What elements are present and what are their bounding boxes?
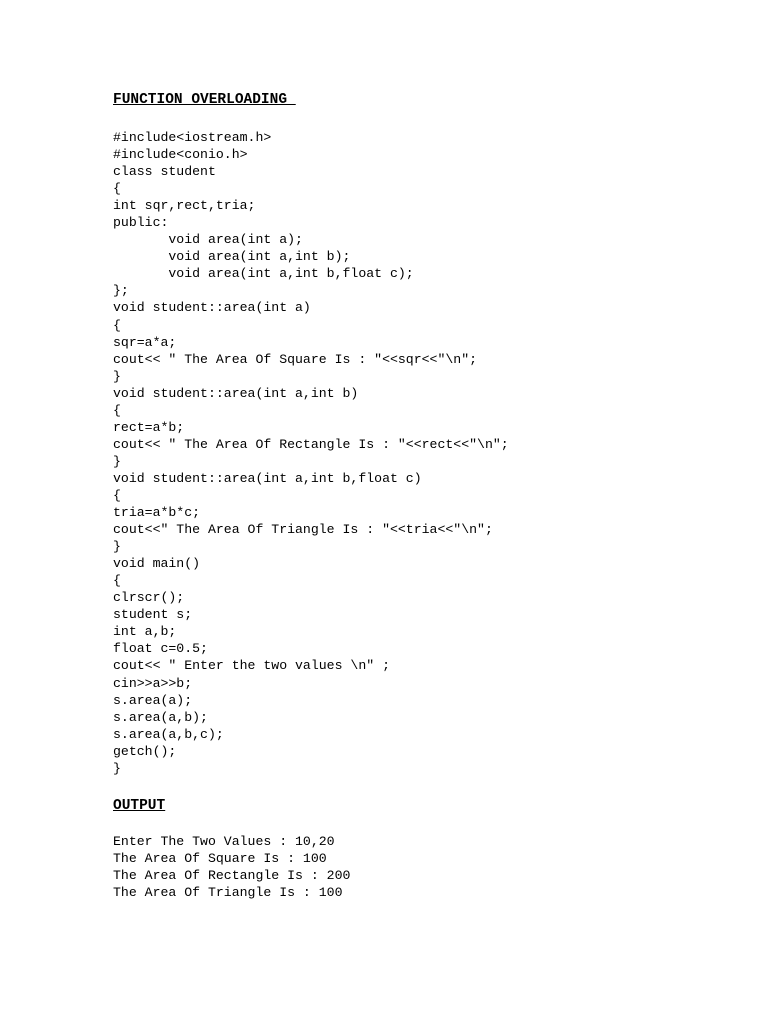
code-line: cout<< " The Area Of Rectangle Is : "<<rect<<"\n"; [113,436,509,452]
code-line: #include<conio.h> [113,147,248,163]
code-line: rect=a*b; [113,419,185,435]
code-line: class student [113,164,216,180]
code-line: sqr=a*a; [113,334,177,350]
code-line: { [113,487,121,503]
output-line: The Area Of Rectangle Is : 200 [113,867,351,883]
code-line: cin>>a>>b; [113,675,193,691]
output-title: OUTPUT [113,797,166,814]
code-line: int a,b; [113,624,177,640]
code-line: getch(); [113,743,177,759]
output-line: The Area Of Square Is : 100 [113,850,327,866]
code-line: cout<<" The Area Of Triangle Is : "<<tria<<"\n"; [113,522,493,538]
code-line: { [113,181,121,197]
code-line: float c=0.5; [113,641,208,657]
code-line: void student::area(int a,int b,float c) [113,470,422,486]
code-line: int sqr,rect,tria; [113,198,256,214]
output-line: The Area Of Triangle Is : 100 [113,884,343,900]
code-line: void student::area(int a,int b) [113,385,359,401]
code-line: public: [113,215,169,231]
code-line: } [113,760,121,776]
code-line: student s; [113,607,193,623]
code-line: void area(int a,int b,float c); [113,266,414,282]
code-line: tria=a*b*c; [113,505,201,521]
document-page [113,90,733,901]
code-line: void main() [113,556,201,572]
code-line: s.area(a); [113,692,193,708]
code-line: #include<iostream.h> [113,130,272,145]
code-line: { [113,402,121,418]
code-line: s.area(a,b); [113,709,208,725]
output-line: Enter The Two Values : 10,20 [113,833,335,849]
code-line: cout<< " The Area Of Square Is : "<<sqr<<"\n"; [113,351,478,367]
code-line: } [113,539,121,555]
output-listing [113,833,733,901]
code-line: { [113,317,121,333]
code-listing [113,129,733,777]
code-line: clrscr(); [113,590,185,606]
code-line: void student::area(int a) [113,300,311,316]
code-line: void area(int a); [113,232,303,248]
code-line: s.area(a,b,c); [113,726,224,742]
code-line: void area(int a,int b); [113,249,351,265]
code-line: } [113,368,121,384]
code-line: }; [113,283,129,299]
page-title: FUNCTION OVERLOADING [113,92,296,108]
code-line: { [113,573,121,589]
code-line: cout<< " Enter the two values \n" ; [113,658,390,674]
code-line: } [113,453,121,469]
